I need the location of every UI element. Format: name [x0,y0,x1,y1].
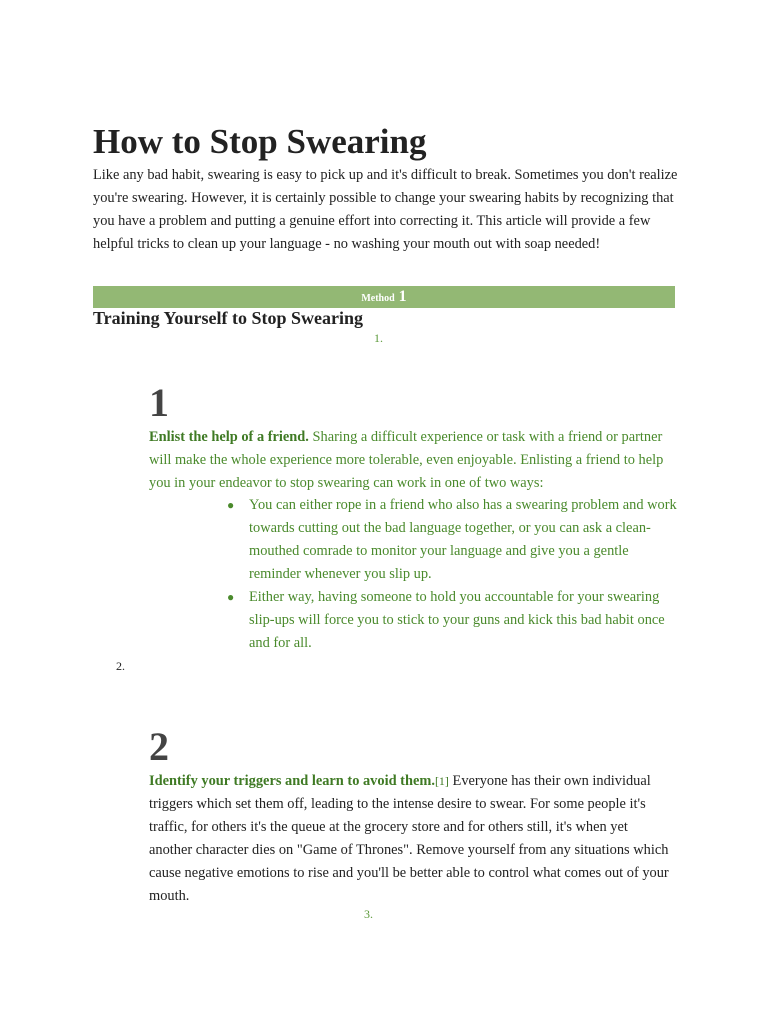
step-1-bullet-list [227,494,679,655]
method-title: Training Yourself to Stop Swearing [93,308,364,328]
step-2-body: Everyone has their own individual triggers which set them off, leading to the intense desire to swear. For some people it's traffic, for others it's the queue at the grocery store and for others still, it's when yet another character dies on "Game of Thrones". Remove yourself from any situations which cause negative emotions to rise and you'll be better able to control what comes out of your mouth. [149,773,669,904]
step-2-lead: Identify your triggers and learn to avoid them. [149,773,435,789]
bullet-item [227,494,679,586]
page-title: How to Stop Swearing [93,122,427,161]
intro-paragraph: Like any bad habit, swearing is easy to pick up and it's difficult to break. Sometimes you don't realize you're swearing. However, it is certainly possible to change your swearing habits by recognizing that you have a problem and putting a genuine effort into correcting it. This article will provide a few helpful tricks to clean up your language - no washing your mouth out with soap needed! [93,167,678,252]
method-label: Method [361,293,395,304]
bullet-item [227,586,679,655]
step-1-text [149,426,674,495]
list-number-1: 1. [374,331,383,345]
step-2-text [149,770,674,908]
step-number-1: 1 [149,380,169,425]
step-number-2: 2 [149,724,169,769]
bullet-dot-icon: ● [227,498,235,512]
bullet-dot-icon: ● [227,590,235,604]
step-1-body: Sharing a difficult experience or task with a friend or partner will make the whole experience more tolerable, even enjoyable. Enlisting a friend to help you in your endeavor to stop swearing can work in one of two ways: [149,429,664,491]
bullet-text: Either way, having someone to hold you accountable for your swearing slip-ups will force you to stick to your guns and kick this bad habit once and for all. [249,589,665,651]
bullet-text: You can either rope in a friend who also has a swearing problem and work towards cutting out the bad language together, or you can ask a clean-mouthed comrade to monitor your language and give you a gentle reminder whenever you slip up. [249,497,677,582]
list-number-3: 3. [364,907,373,921]
method-header-bar [93,286,675,308]
list-number-2: 2. [116,659,125,673]
step-1-lead: Enlist the help of a friend. [149,429,309,445]
citation-link[interactable]: [1] [434,774,449,788]
method-number: 1 [398,288,407,305]
